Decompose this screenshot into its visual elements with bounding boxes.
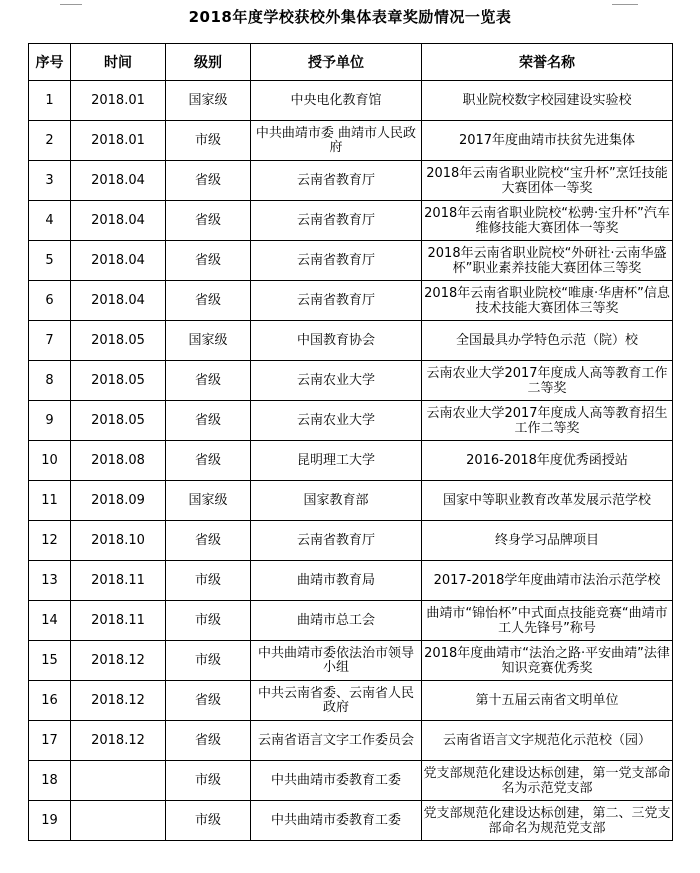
cell-no: 11 [29, 481, 71, 521]
cell-no: 3 [29, 161, 71, 201]
cell-no: 14 [29, 601, 71, 641]
table-row [29, 201, 673, 241]
table-row [29, 521, 673, 561]
cell-no: 18 [29, 761, 71, 801]
top-rule-right [612, 0, 638, 5]
table-row [29, 121, 673, 161]
cell-date: 2018.04 [71, 161, 166, 201]
table-row [29, 681, 673, 721]
cell-no: 10 [29, 441, 71, 481]
cell-unit: 云南农业大学 [251, 361, 422, 401]
table-row [29, 361, 673, 401]
cell-unit: 曲靖市总工会 [251, 601, 422, 641]
table-row [29, 601, 673, 641]
cell-honor: 党支部规范化建设达标创建，第一党支部命名为示范党支部 [422, 761, 673, 801]
cell-level: 省级 [166, 721, 251, 761]
cell-honor: 2018年度曲靖市“法治之路·平安曲靖”法律知识竞赛优秀奖 [422, 641, 673, 681]
header-level: 级别 [166, 44, 251, 81]
cell-honor: 全国最具办学特色示范（院）校 [422, 321, 673, 361]
cell-honor: 2017-2018学年度曲靖市法治示范学校 [422, 561, 673, 601]
cell-no: 13 [29, 561, 71, 601]
cell-honor: 2018年云南省职业院校“唯康·华唐杯”信息技术技能大赛团体三等奖 [422, 281, 673, 321]
cell-honor: 2018年云南省职业院校“外研社·云南华盛杯”职业素养技能大赛团体三等奖 [422, 241, 673, 281]
table-row [29, 321, 673, 361]
cell-level: 市级 [166, 121, 251, 161]
cell-unit: 云南省语言文字工作委员会 [251, 721, 422, 761]
cell-level: 省级 [166, 441, 251, 481]
table-row [29, 401, 673, 441]
cell-unit: 曲靖市教育局 [251, 561, 422, 601]
cell-date: 2018.01 [71, 121, 166, 161]
cell-no: 9 [29, 401, 71, 441]
header-no: 序号 [29, 44, 71, 81]
cell-honor: 2018年云南省职业院校“松骋·宝升杯”汽车维修技能大赛团体一等奖 [422, 201, 673, 241]
cell-unit: 中共曲靖市委教育工委 [251, 761, 422, 801]
cell-unit: 云南省教育厅 [251, 201, 422, 241]
cell-date: 2018.05 [71, 401, 166, 441]
cell-no: 7 [29, 321, 71, 361]
table-row [29, 721, 673, 761]
cell-level: 市级 [166, 761, 251, 801]
cell-honor: 党支部规范化建设达标创建，第二、三党支部命名为规范党支部 [422, 801, 673, 841]
cell-honor: 第十五届云南省文明单位 [422, 681, 673, 721]
cell-level: 省级 [166, 201, 251, 241]
cell-honor: 职业院校数字校园建设实验校 [422, 81, 673, 121]
cell-unit: 昆明理工大学 [251, 441, 422, 481]
awards-table [28, 43, 673, 841]
cell-date [71, 801, 166, 841]
cell-unit: 中共曲靖市委教育工委 [251, 801, 422, 841]
table-row [29, 281, 673, 321]
table-row [29, 641, 673, 681]
cell-date: 2018.04 [71, 201, 166, 241]
cell-honor: 曲靖市“锦怡杯”中式面点技能竞赛“曲靖市工人先锋号”称号 [422, 601, 673, 641]
cell-unit: 中国教育协会 [251, 321, 422, 361]
cell-level: 省级 [166, 281, 251, 321]
cell-no: 5 [29, 241, 71, 281]
cell-no: 6 [29, 281, 71, 321]
cell-no: 2 [29, 121, 71, 161]
cell-date: 2018.01 [71, 81, 166, 121]
cell-honor: 云南省语言文字规范化示范校（园） [422, 721, 673, 761]
cell-no: 8 [29, 361, 71, 401]
table-row [29, 81, 673, 121]
cell-honor: 终身学习品牌项目 [422, 521, 673, 561]
cell-no: 12 [29, 521, 71, 561]
cell-unit: 中共曲靖市委依法治市领导小组 [251, 641, 422, 681]
table-row [29, 161, 673, 201]
cell-level: 省级 [166, 401, 251, 441]
cell-date: 2018.11 [71, 601, 166, 641]
cell-date: 2018.05 [71, 321, 166, 361]
cell-honor: 2017年度曲靖市扶贫先进集体 [422, 121, 673, 161]
cell-unit: 国家教育部 [251, 481, 422, 521]
cell-unit: 云南农业大学 [251, 401, 422, 441]
cell-unit: 云南省教育厅 [251, 161, 422, 201]
top-rule-left [60, 0, 82, 5]
table-row [29, 441, 673, 481]
cell-level: 省级 [166, 361, 251, 401]
cell-no: 1 [29, 81, 71, 121]
table-row [29, 761, 673, 801]
header-unit: 授予单位 [251, 44, 422, 81]
cell-date: 2018.11 [71, 561, 166, 601]
cell-level: 市级 [166, 601, 251, 641]
cell-honor: 2016-2018年度优秀函授站 [422, 441, 673, 481]
cell-no: 16 [29, 681, 71, 721]
table-row [29, 801, 673, 841]
cell-no: 15 [29, 641, 71, 681]
cell-no: 19 [29, 801, 71, 841]
cell-date: 2018.12 [71, 681, 166, 721]
header-row [29, 44, 673, 81]
cell-unit: 云南省教育厅 [251, 241, 422, 281]
cell-level: 国家级 [166, 321, 251, 361]
cell-level: 省级 [166, 521, 251, 561]
cell-level: 市级 [166, 561, 251, 601]
cell-honor: 云南农业大学2017年度成人高等教育工作二等奖 [422, 361, 673, 401]
cell-date: 2018.05 [71, 361, 166, 401]
cell-unit: 中共云南省委、云南省人民政府 [251, 681, 422, 721]
cell-unit: 中央电化教育馆 [251, 81, 422, 121]
cell-no: 17 [29, 721, 71, 761]
table-row [29, 561, 673, 601]
cell-level: 省级 [166, 681, 251, 721]
cell-date: 2018.04 [71, 241, 166, 281]
header-date: 时间 [71, 44, 166, 81]
cell-no: 4 [29, 201, 71, 241]
cell-date: 2018.09 [71, 481, 166, 521]
cell-level: 省级 [166, 241, 251, 281]
cell-honor: 国家中等职业教育改革发展示范学校 [422, 481, 673, 521]
cell-date: 2018.04 [71, 281, 166, 321]
page-title: 2018年度学校获校外集体表章奖励情况一览表 [188, 8, 512, 26]
cell-level: 国家级 [166, 81, 251, 121]
cell-unit: 云南省教育厅 [251, 521, 422, 561]
cell-date: 2018.08 [71, 441, 166, 481]
cell-date: 2018.12 [71, 641, 166, 681]
cell-date [71, 761, 166, 801]
cell-honor: 云南农业大学2017年度成人高等教育招生工作二等奖 [422, 401, 673, 441]
cell-honor: 2018年云南省职业院校“宝升杯”烹饪技能大赛团体一等奖 [422, 161, 673, 201]
cell-date: 2018.10 [71, 521, 166, 561]
cell-unit: 中共曲靖市委 曲靖市人民政府 [251, 121, 422, 161]
table-row [29, 241, 673, 281]
cell-date: 2018.12 [71, 721, 166, 761]
cell-unit: 云南省教育厅 [251, 281, 422, 321]
cell-level: 市级 [166, 801, 251, 841]
cell-level: 市级 [166, 641, 251, 681]
cell-level: 国家级 [166, 481, 251, 521]
table-row [29, 481, 673, 521]
cell-level: 省级 [166, 161, 251, 201]
header-honor: 荣誉名称 [422, 44, 673, 81]
